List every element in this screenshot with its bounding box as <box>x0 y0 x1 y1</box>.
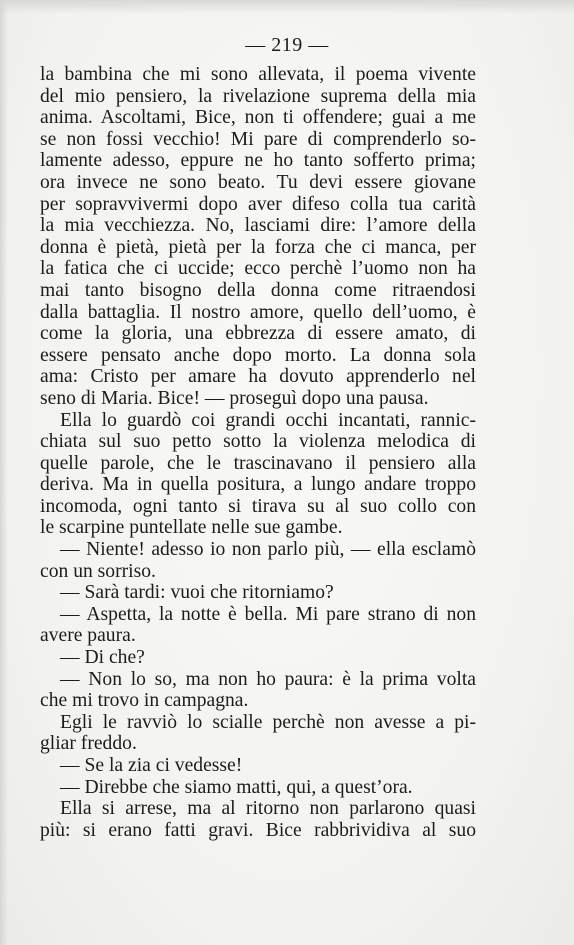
text-line: la bambina che mi sono allevata, il poema vivente <box>40 64 476 85</box>
text-line: — Niente! adesso io non parlo più, — ella esclamò <box>60 539 476 561</box>
text-line: la mia vecchiezza. No, lasciami dire: l’amore della <box>40 215 476 237</box>
text-line: del mio pensiero, la rivelazione suprema della mia <box>40 85 476 107</box>
text-line: più: si erano fatti gravi. Bice rabbrividiva al suo <box>40 819 476 841</box>
text-line: anima. Ascoltami, Bice, non ti offendere; guai a me <box>40 107 476 129</box>
text-line: — Non lo so, ma non ho paura: è la prima volta <box>60 668 476 690</box>
text-line: mai tanto bisogno della donna come ritraendosi <box>40 279 476 301</box>
text-line: Egli le ravviò lo scialle perchè non avesse a pi- <box>60 711 476 733</box>
text-line: dalla battaglia. Il nostro amore, quello dell’uomo, è <box>40 301 476 323</box>
text-line: ama: Cristo per amare ha dovuto apprenderlo nel <box>40 366 476 388</box>
text-line: con un sorriso. <box>40 560 156 582</box>
text-line: donna è pietà, pietà per la forza che ci manca, per <box>40 236 476 258</box>
text-line: se non fossi vecchio! Mi pare di comprenderlo so- <box>40 128 476 150</box>
text-line: per sopravvivermi dopo aver difeso colla tua carità <box>40 193 476 215</box>
text-line: incomoda, ogni tanto si tirava su al suo collo con <box>40 495 476 517</box>
text-line: — Aspetta, la notte è bella. Mi pare strano di non <box>60 603 476 625</box>
text-line: come la gloria, una ebbrezza di essere amato, di <box>40 323 476 345</box>
text-line: chiata sul suo petto sotto la violenza melodica di <box>40 431 476 453</box>
text-line: gliar freddo. <box>40 733 137 755</box>
text-line: — Di che? <box>60 647 145 669</box>
text-line: le scarpine puntellate nelle sue gambe. <box>40 517 343 539</box>
body-text <box>40 64 476 841</box>
text-line: la fatica che ci uccide; ecco perchè l’uomo non ha <box>40 258 476 280</box>
text-line: seno di Maria. Bice! — proseguì dopo una pausa. <box>40 387 429 409</box>
text-line: essere pensato anche dopo morto. La donna sola <box>40 344 476 366</box>
text-line: — Se la zia ci vedesse! <box>60 755 243 776</box>
text-line: — Sarà tardi: vuoi che ritorniamo? <box>60 582 334 604</box>
text-line: quelle parole, che le trascinavano il pensiero alla <box>40 452 476 474</box>
text-line: Ella si arrese, ma al ritorno non parlarono quasi <box>60 798 476 820</box>
text-line: — Direbbe che siamo matti, qui, a quest’ora. <box>60 776 413 798</box>
text-line: ora invece ne sono beato. Tu devi essere giovane <box>40 171 476 193</box>
page-number: — 219 — <box>245 34 329 56</box>
page-top-shadow <box>0 0 574 14</box>
text-line: lamente adesso, eppure ne ho tanto sofferto prima; <box>40 150 476 172</box>
text-line: deriva. Ma in quella positura, a lungo andare troppo <box>40 474 476 496</box>
page-left-shadow <box>0 0 8 945</box>
text-line: Ella lo guardò coi grandi occhi incantati, rannic- <box>60 409 476 431</box>
text-line: che mi trovo in campagna. <box>40 690 249 712</box>
text-line: avere paura. <box>40 625 136 647</box>
